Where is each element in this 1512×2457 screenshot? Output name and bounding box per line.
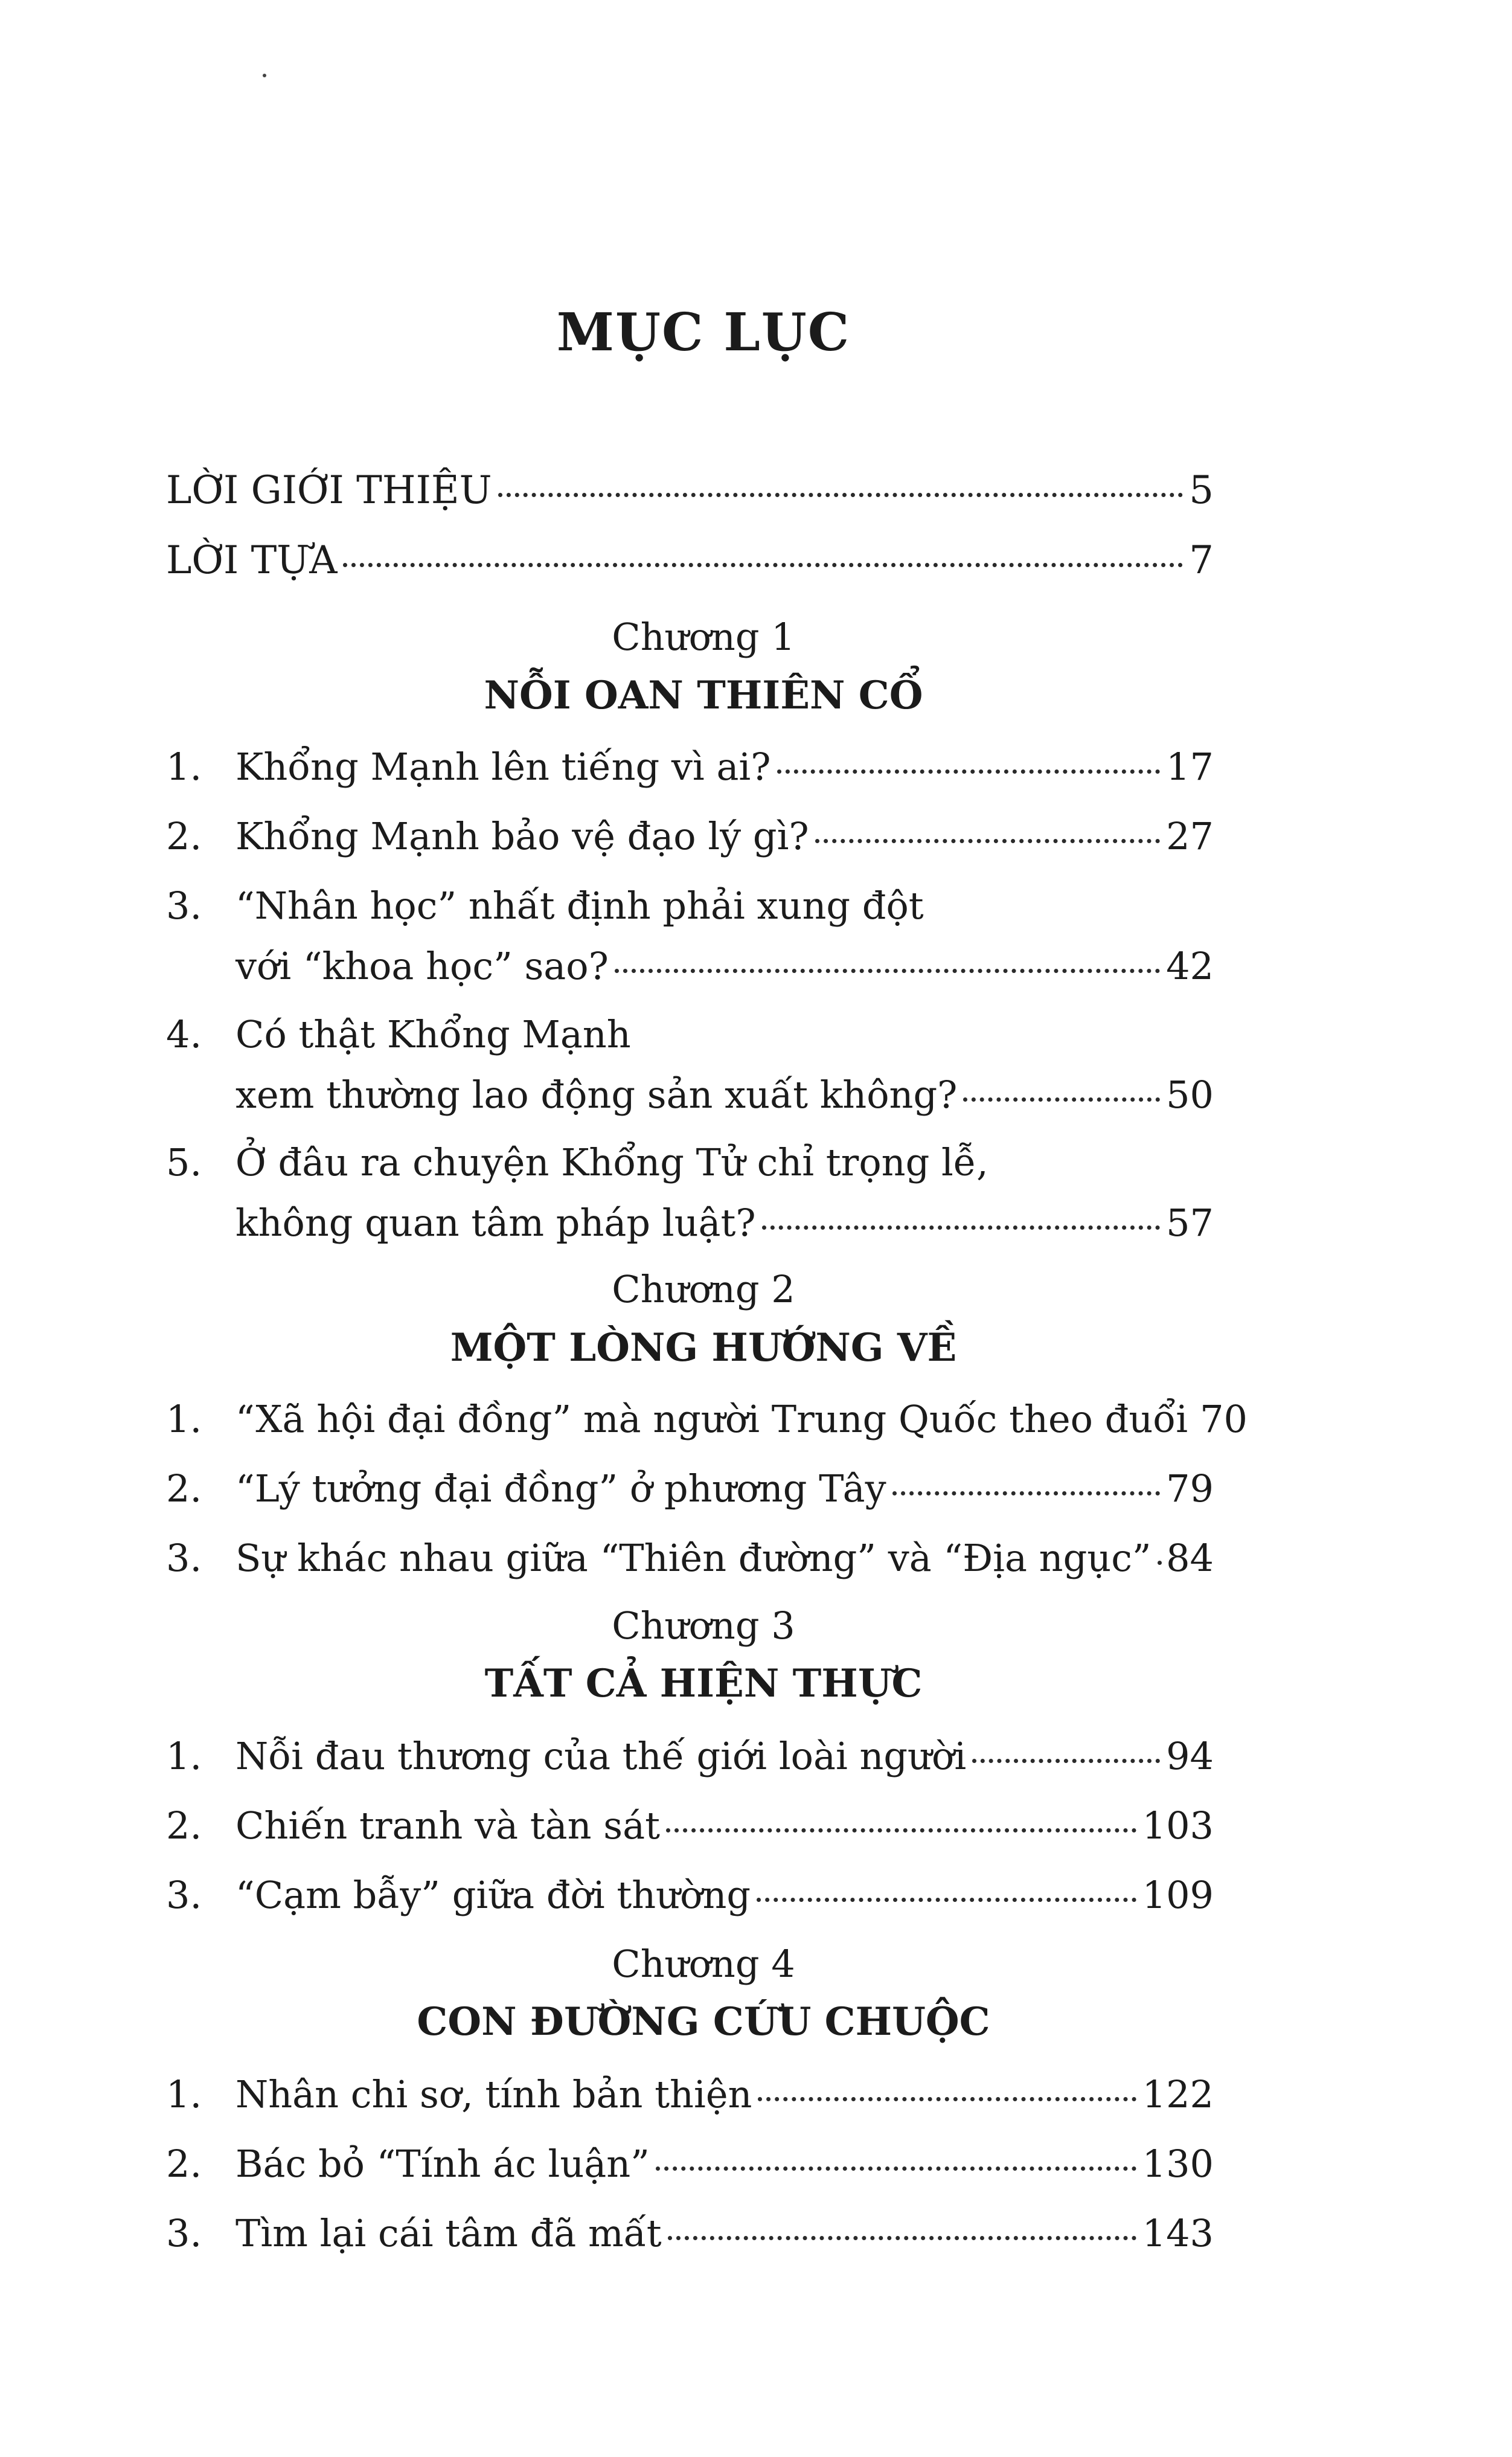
dot-leader: [777, 769, 1161, 774]
entry-page: 7: [1189, 538, 1214, 583]
item-text: “Nhân học” nhất định phải xung đột: [235, 884, 924, 928]
item-text: Nỗi đau thương của thế giới loài người: [235, 1734, 967, 1778]
speck-mark: [263, 74, 266, 77]
item-number: 3.: [166, 884, 202, 928]
item-text: Có thật Khổng Mạnh: [235, 1012, 631, 1056]
item-number: 3.: [166, 1536, 202, 1580]
dot-leader: [762, 1225, 1160, 1230]
item-text: Tìm lại cái tâm đã mất: [235, 2211, 662, 2255]
chapter-1-item-5-line-1: [166, 1139, 1214, 1187]
chapter-4-item-2: [166, 2140, 1214, 2188]
item-number: 2.: [166, 2142, 202, 2186]
item-text: Bác bỏ “Tính ác luận”: [235, 2142, 650, 2186]
item-text: Nhân chi sơ, tính bản thiện: [235, 2072, 752, 2116]
chapter-3-label: Chương 3: [612, 1604, 795, 1648]
item-page: 27: [1166, 814, 1214, 858]
chapter-3-item-2: [166, 1802, 1214, 1850]
dot-leader: [892, 1491, 1160, 1495]
item-number: 1.: [166, 1734, 202, 1778]
chapter-1-item-4-line-2: [166, 1071, 1214, 1119]
dot-leader: [757, 1898, 1136, 1902]
chapter-2-item-1: [166, 1395, 1248, 1444]
chapter-4-item-1: [166, 2070, 1214, 2119]
dot-leader: [615, 969, 1160, 973]
chapter-2-title: MỘT LÒNG HƯỚNG VỀ: [450, 1325, 957, 1370]
item-text: Sự khác nhau giữa “Thiên đường” và “Địa ngục”: [235, 1536, 1152, 1580]
item-number: 1.: [166, 1397, 202, 1441]
toc-entry-preface: [166, 536, 1214, 585]
item-number: 1.: [166, 2072, 202, 2116]
item-number: 2.: [166, 1803, 202, 1848]
chapter-3-item-3: [166, 1871, 1214, 1919]
entry-page: 5: [1189, 468, 1214, 513]
chapter-3-title: TẤT CẢ HIỆN THỰC: [484, 1661, 923, 1706]
item-number: 2.: [166, 1466, 202, 1511]
dot-leader: [815, 839, 1160, 843]
chapter-1-title: NỖI OAN THIÊN CỔ: [484, 673, 923, 718]
item-page: 103: [1142, 1803, 1214, 1848]
item-number: 3.: [166, 1873, 202, 1917]
entry-text: LỜI TỰA: [166, 538, 338, 583]
item-text: Khổng Mạnh bảo vệ đạo lý gì?: [235, 814, 809, 858]
chapter-4-item-3: [166, 2209, 1214, 2258]
chapter-4-label: Chương 4: [612, 1942, 795, 1986]
chapter-2-label: Chương 2: [612, 1267, 795, 1311]
chapter-1-item-4-line-1: [166, 1010, 1214, 1059]
item-page: 109: [1142, 1873, 1214, 1917]
item-number: 4.: [166, 1012, 202, 1056]
item-text: không quan tâm pháp luật?: [235, 1201, 756, 1245]
dot-leader: [668, 2236, 1136, 2240]
page-title: MỤC LỤC: [556, 302, 851, 363]
item-page: 122: [1142, 2072, 1214, 2116]
dot-leader: [343, 563, 1183, 567]
chapter-2-item-3: [166, 1534, 1214, 1582]
item-text: Ở đâu ra chuyện Khổng Tử chỉ trọng lễ,: [235, 1140, 988, 1184]
item-number: 3.: [166, 2211, 202, 2255]
dot-leader: [972, 1759, 1160, 1763]
chapter-1-item-5-line-2: [166, 1199, 1214, 1247]
entry-text: LỜI GIỚI THIỆU: [166, 468, 492, 513]
item-number: 2.: [166, 814, 202, 858]
item-text: “Xã hội đại đồng” mà người Trung Quốc theo đuổi: [235, 1397, 1188, 1441]
toc-entry-introduction: [166, 466, 1214, 515]
item-page: 42: [1166, 944, 1214, 988]
chapter-1-item-3-line-1: [166, 882, 1214, 930]
item-page: 143: [1142, 2211, 1214, 2255]
item-text: xem thường lao động sản xuất không?: [235, 1073, 958, 1117]
chapter-1-item-1: [166, 743, 1214, 791]
item-page: 94: [1166, 1734, 1214, 1778]
chapter-3-item-1: [166, 1732, 1214, 1781]
chapter-1-item-3-line-2: [166, 942, 1214, 991]
item-page: 17: [1166, 745, 1214, 789]
item-page: 57: [1166, 1201, 1214, 1245]
dot-leader: [963, 1097, 1160, 1102]
item-text: “Lý tưởng đại đồng” ở phương Tây: [235, 1466, 886, 1511]
item-text: “Cạm bẫy” giữa đời thường: [235, 1873, 751, 1917]
dot-leader: [498, 493, 1184, 497]
item-page: 84: [1166, 1536, 1214, 1580]
item-text: Chiến tranh và tàn sát: [235, 1803, 660, 1848]
chapter-4-title: CON ĐƯỜNG CỨU CHUỘC: [417, 1999, 990, 2044]
item-page: 79: [1166, 1466, 1214, 1511]
item-text: với “khoa học” sao?: [235, 944, 609, 988]
chapter-1-label: Chương 1: [612, 615, 795, 659]
item-page: 70: [1200, 1397, 1248, 1441]
dot-leader: [656, 2166, 1136, 2171]
item-page: 130: [1142, 2142, 1214, 2186]
dot-leader: [1158, 1561, 1160, 1565]
item-page: 50: [1166, 1073, 1214, 1117]
item-number: 1.: [166, 745, 202, 789]
item-number: 5.: [166, 1140, 202, 1184]
item-text: Khổng Mạnh lên tiếng vì ai?: [235, 745, 771, 789]
dot-leader: [758, 2097, 1136, 2101]
chapter-1-item-2: [166, 812, 1214, 861]
chapter-2-item-2: [166, 1465, 1214, 1513]
dot-leader: [666, 1828, 1136, 1832]
